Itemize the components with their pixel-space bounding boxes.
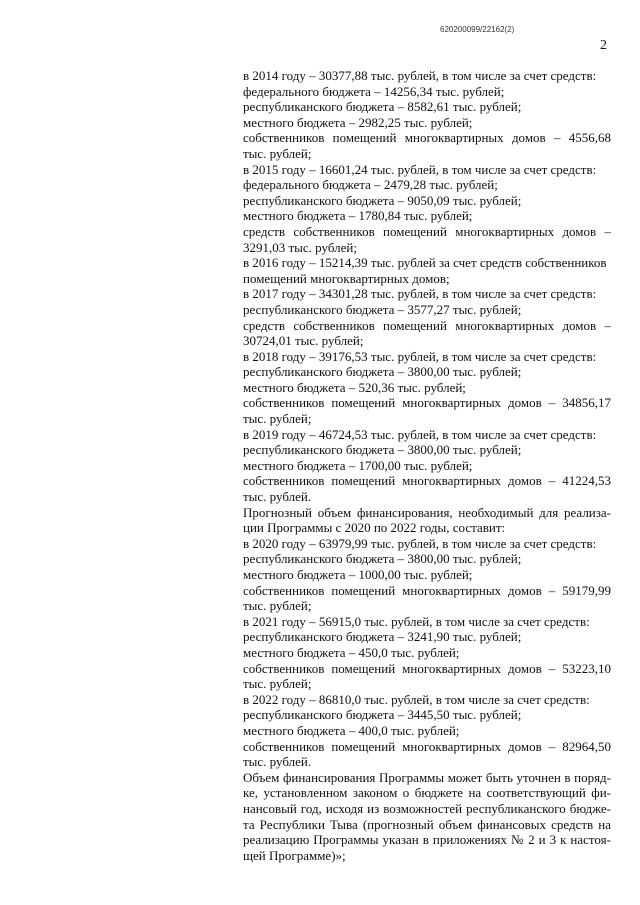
- text-line: в 2018 году – 39176,53 тыс. рублей, в том числе за счет средств:: [243, 348, 597, 364]
- text-line: местного бюджета – 400,0 тыс. рублей;: [243, 722, 460, 738]
- text-line: местного бюджета – 2982,25 тыс. рублей;: [243, 114, 473, 130]
- text-line: собственников помещений многоквартирных домов – 59179,99: [243, 582, 611, 598]
- text-line: собственников помещений многоквартирных домов – 4556,68: [243, 130, 611, 146]
- text-line: местного бюджета – 450,0 тыс. рублей;: [243, 644, 460, 660]
- text-line: помещений многоквартирных домов;: [243, 270, 450, 286]
- text-line: тыс. рублей;: [243, 676, 312, 692]
- text-line: республиканского бюджета – 3800,00 тыс. рублей;: [243, 442, 522, 458]
- text-line: республиканского бюджета – 3241,90 тыс. рублей;: [243, 629, 522, 645]
- page-number: 2: [600, 38, 607, 53]
- text-line: тыс. рублей;: [243, 598, 312, 614]
- text-line: местного бюджета – 1780,84 тыс. рублей;: [243, 208, 473, 224]
- text-line: реализацию Программы указан в приложениях № 2 и 3 к настоя-: [243, 832, 611, 848]
- text-line: в 2022 году – 86810,0 тыс. рублей, в том числе за счет средств:: [243, 691, 590, 707]
- text-line: тыс. рублей;: [243, 411, 312, 427]
- text-line: средств собственников помещений многоквартирных домов –: [243, 223, 611, 239]
- text-line: местного бюджета – 1700,00 тыс. рублей;: [243, 457, 473, 473]
- text-line: местного бюджета – 520,36 тыс. рублей;: [243, 379, 466, 395]
- text-line: в 2021 году – 56915,0 тыс. рублей, в том числе за счет средств:: [243, 613, 590, 629]
- text-line: в 2016 году – 15214,39 тыс. рублей за счет средств собственников: [243, 255, 607, 271]
- text-line: республиканского бюджета – 8582,61 тыс. рублей;: [243, 99, 522, 115]
- text-line: республиканского бюджета – 3800,00 тыс. рублей;: [243, 551, 522, 567]
- text-line: ке, установленном законом о бюджете на соответствующий фи-: [243, 785, 611, 801]
- text-line: ции Программы с 2020 по 2022 годы, составит:: [243, 520, 506, 536]
- text-line: тыс. рублей.: [243, 489, 312, 505]
- text-line: в 2015 году – 16601,24 тыс. рублей, в том числе за счет средств:: [243, 161, 597, 177]
- text-line: нансовый год, исходя из возможностей республиканского бюдже-: [243, 800, 611, 816]
- text-line: тыс. рублей;: [243, 145, 312, 161]
- text-line: та Республики Тыва (прогнозный объем финансовых средств на: [243, 816, 611, 832]
- text-line: республиканского бюджета – 3577,27 тыс. рублей;: [243, 301, 522, 317]
- text-line: в 2020 году – 63979,99 тыс. рублей, в том числе за счет средств:: [243, 535, 597, 551]
- text-line: республиканского бюджета – 9050,09 тыс. рублей;: [243, 192, 522, 208]
- text-line: 30724,01 тыс. рублей;: [243, 333, 364, 349]
- text-line: в 2017 году – 34301,28 тыс. рублей, в том числе за счет средств:: [243, 286, 597, 302]
- text-line: собственников помещений многоквартирных домов – 34856,17: [243, 395, 611, 411]
- text-line: республиканского бюджета – 3445,50 тыс. рублей;: [243, 707, 522, 723]
- document-id: 620200099/22162(2): [440, 25, 515, 34]
- text-line: собственников помещений многоквартирных домов – 82964,50: [243, 738, 611, 754]
- text-line: средств собственников помещений многоквартирных домов –: [243, 317, 611, 333]
- text-line: в 2014 году – 30377,88 тыс. рублей, в том числе за счет средств:: [243, 68, 597, 83]
- text-line: собственников помещений многоквартирных домов – 53223,10: [243, 660, 611, 676]
- financing-text: [243, 68, 611, 863]
- text-line: Объем финансирования Программы может быть уточнен в поряд-: [243, 769, 611, 785]
- text-line: 3291,03 тыс. рублей;: [243, 239, 357, 255]
- text-line: тыс. рублей.: [243, 754, 312, 770]
- text-line: щей Программе)»;: [243, 847, 346, 863]
- text-line: федерального бюджета – 14256,34 тыс. рублей;: [243, 83, 505, 99]
- text-line: местного бюджета – 1000,00 тыс. рублей;: [243, 567, 473, 582]
- text-line: в 2019 году – 46724,53 тыс. рублей, в том числе за счет средств:: [243, 426, 597, 442]
- text-line: собственников помещений многоквартирных домов – 41224,53: [243, 473, 611, 489]
- text-line: федерального бюджета – 2479,28 тыс. рублей;: [243, 177, 498, 193]
- text-line: Прогнозный объем финансирования, необходимый для реализа-: [243, 504, 611, 520]
- text-line: республиканского бюджета – 3800,00 тыс. рублей;: [243, 364, 522, 380]
